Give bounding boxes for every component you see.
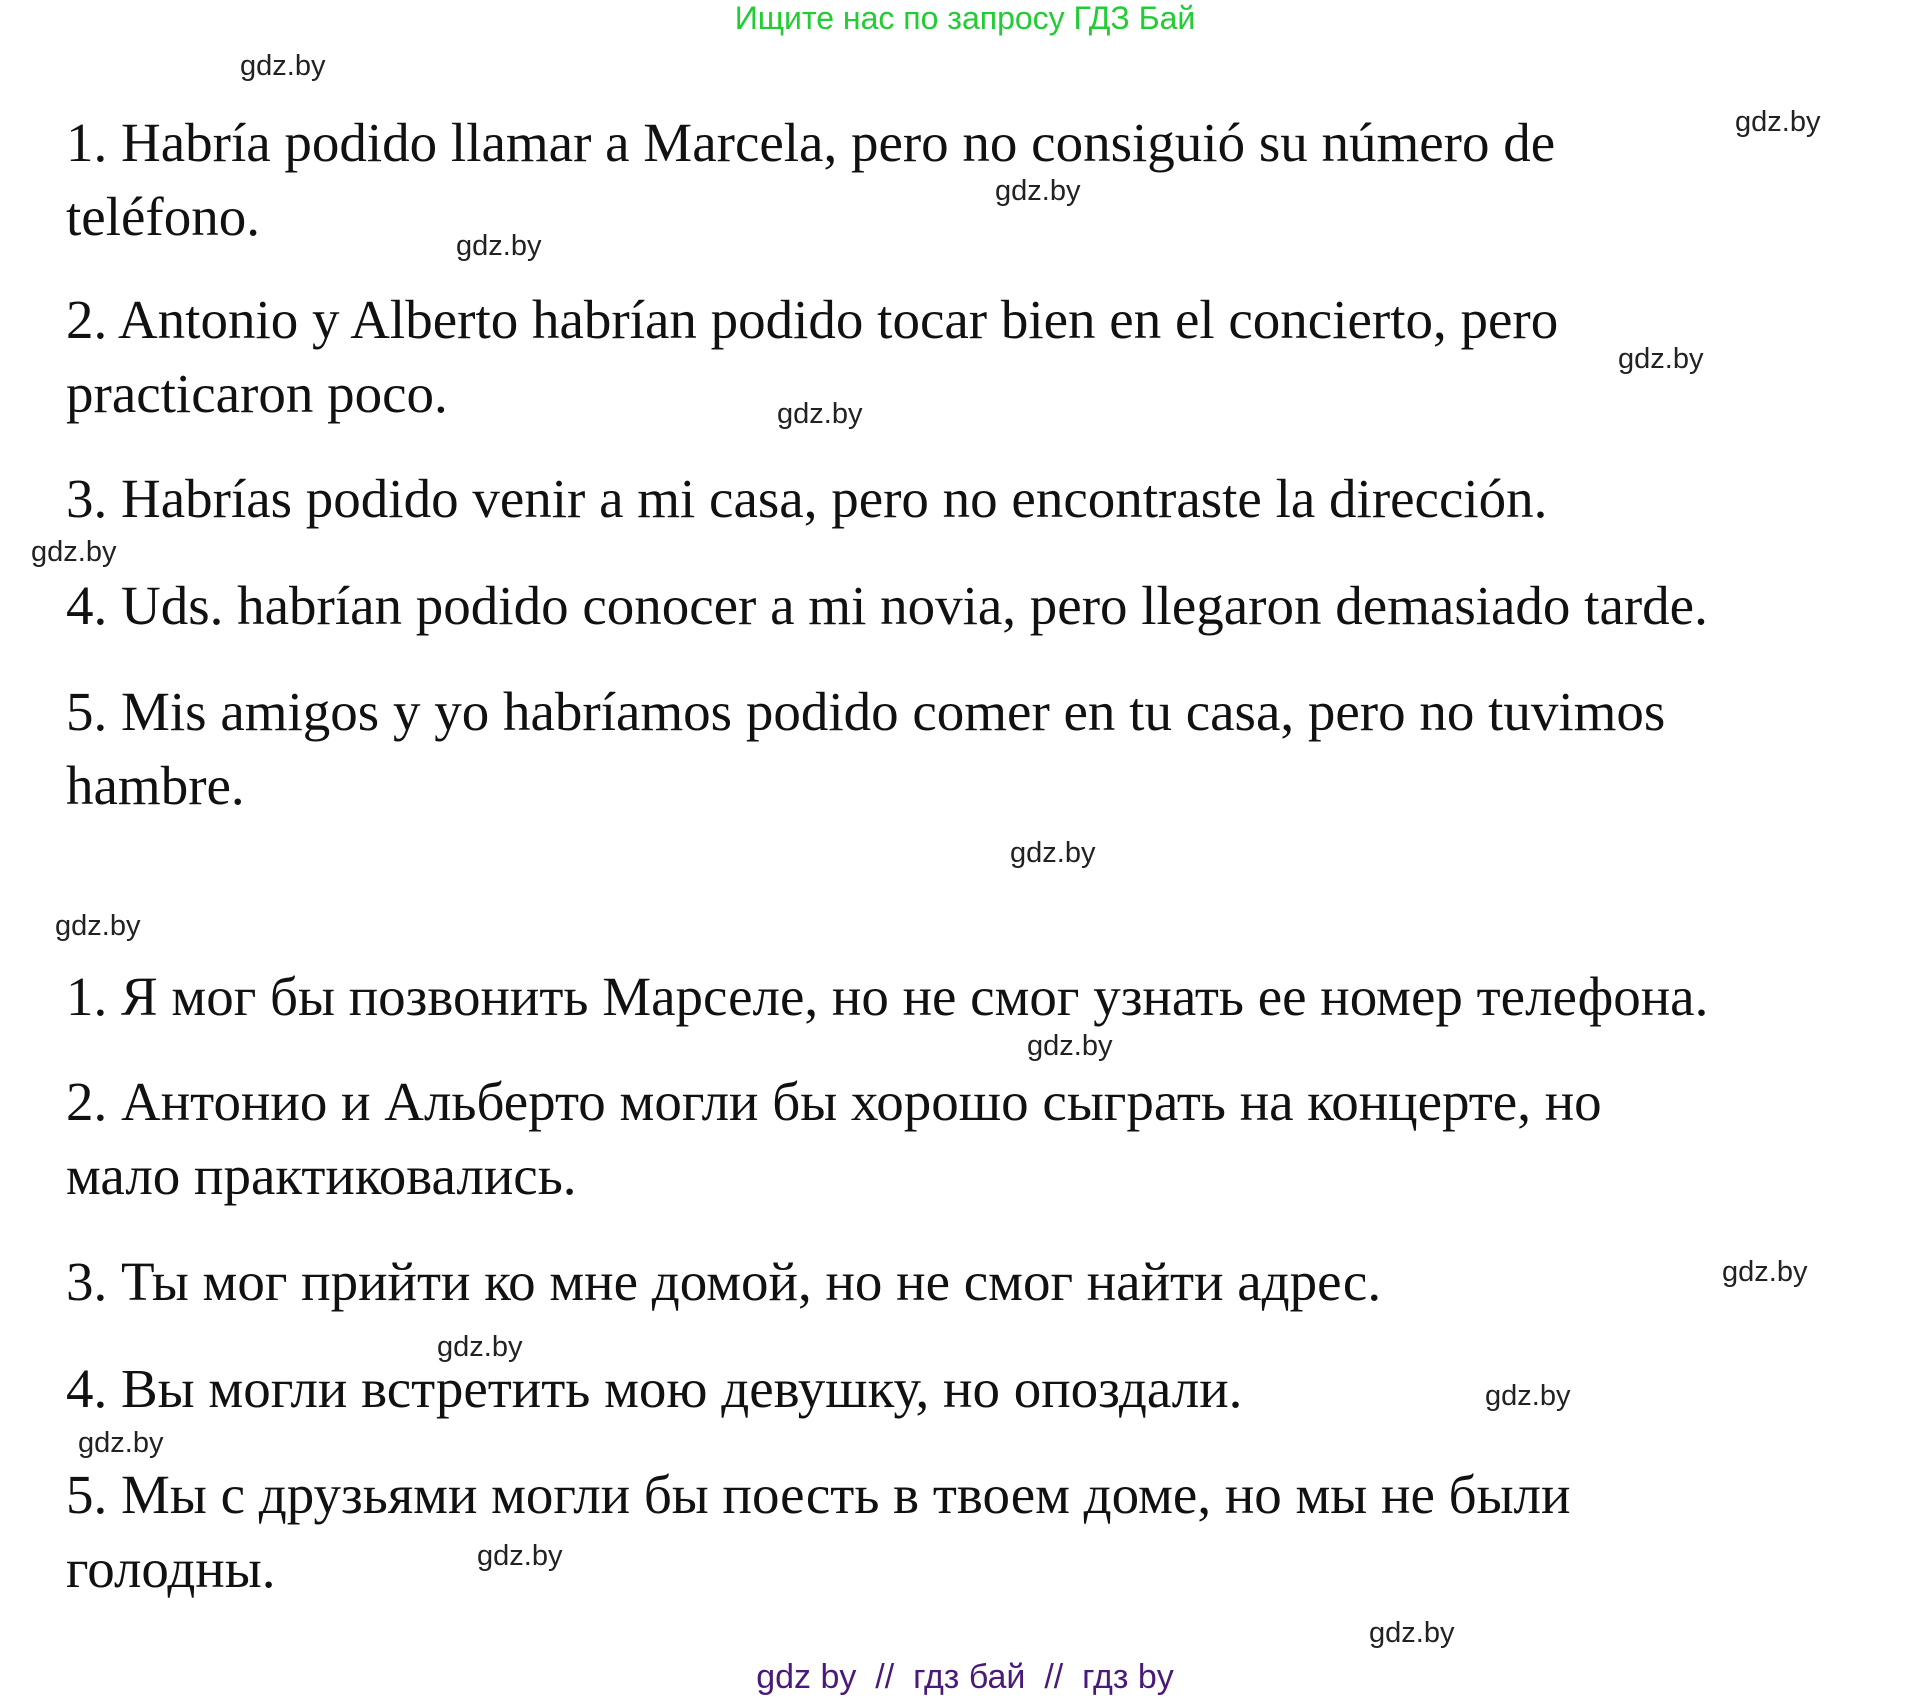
russian-line: 3. Ты мог прийти ко мне домой, но не смог найти адрес. xyxy=(66,1251,1382,1312)
spanish-line: practicaron poco. xyxy=(66,363,448,424)
spanish-line: 3. Habrías podido venir a mi casa, pero no encontraste la dirección. xyxy=(66,468,1548,529)
watermark: gdz.by xyxy=(1722,1256,1808,1288)
watermark: gdz.by xyxy=(477,1540,563,1572)
watermark: gdz.by xyxy=(55,910,141,942)
spanish-line: 5. Mis amigos y yo habríamos podido comer en tu casa, pero no tuvimos xyxy=(66,681,1666,742)
watermark: gdz.by xyxy=(777,398,863,430)
spanish-line: hambre. xyxy=(66,755,245,816)
watermark: gdz.by xyxy=(1735,106,1821,138)
russian-line: 4. Вы могли встретить мою девушку, но опоздали. xyxy=(66,1358,1243,1419)
russian-line: 5. Мы с друзьями могли бы поесть в твоем доме, но мы не были xyxy=(66,1464,1571,1525)
watermark: gdz.by xyxy=(78,1427,164,1459)
search-hint-banner: Ищите нас по запросу ГДЗ Бай xyxy=(734,0,1196,36)
watermark: gdz.by xyxy=(1485,1380,1571,1412)
watermark: gdz.by xyxy=(1027,1030,1113,1062)
watermark: gdz.by xyxy=(31,536,117,568)
watermark: gdz.by xyxy=(240,50,326,82)
spanish-line: teléfono. xyxy=(66,186,260,247)
russian-line: 2. Антонио и Альберто могли бы хорошо сыграть на концерте, но xyxy=(66,1071,1602,1132)
watermark: gdz.by xyxy=(456,230,542,262)
watermark: gdz.by xyxy=(1369,1617,1455,1649)
footer-links: gdz by // гдз бай // гдз by xyxy=(756,1658,1174,1696)
spanish-line: 2. Antonio y Alberto habrían podido tocar bien en el concierto, pero xyxy=(66,289,1559,350)
watermark: gdz.by xyxy=(437,1331,523,1363)
spanish-line: 4. Uds. habrían podido conocer a mi novia, pero llegaron demasiado tarde. xyxy=(66,575,1708,636)
spanish-line: 1. Habría podido llamar a Marcela, pero no consiguió su número de xyxy=(66,112,1556,173)
russian-line: голодны. xyxy=(66,1538,276,1599)
watermark: gdz.by xyxy=(1618,343,1704,375)
watermark: gdz.by xyxy=(1010,837,1096,869)
watermark: gdz.by xyxy=(995,175,1081,207)
russian-line: 1. Я мог бы позвонить Марселе, но не смог узнать ее номер телефона. xyxy=(66,966,1709,1027)
russian-line: мало практиковались. xyxy=(66,1145,577,1206)
